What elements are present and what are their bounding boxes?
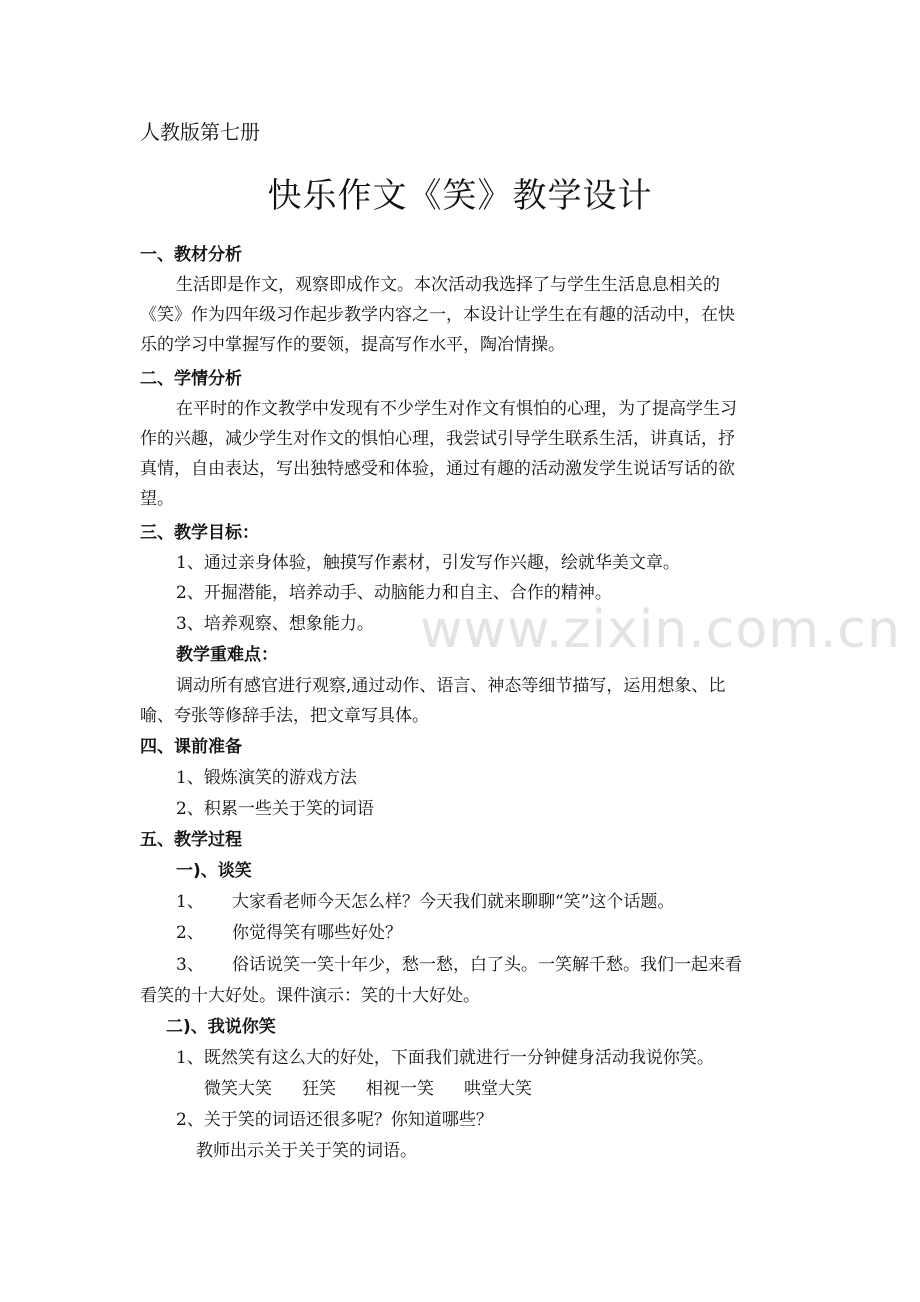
paragraph-line: 望。 [140, 489, 174, 509]
subsection-heading: 二)、我说你笑 [166, 1017, 276, 1037]
paragraph-line: 看笑的十大好处。课件演示：笑的十大好处。 [140, 986, 480, 1006]
section-heading: 一、教材分析 [140, 245, 242, 265]
section-heading: 四、课前准备 [140, 737, 242, 757]
section-heading: 三、教学目标： [140, 523, 259, 543]
item-number: 2、 [176, 923, 204, 943]
item-text: 你觉得笑有哪些好处？ [232, 923, 402, 943]
paragraph-line: 生活即是作文，观察即成作文。本次活动我选择了与学生生活息息相关的 [176, 275, 720, 295]
list-item [176, 887, 674, 917]
paragraph-line: 调动所有感官进行观察,通过动作、语言、神态等细节描写，运用想象、比 [176, 676, 726, 696]
list-item [176, 918, 402, 948]
list-item: 3、培养观察、想象能力。 [176, 614, 374, 634]
paragraph-line: 喻、夸张等修辞手法，把文章写具体。 [140, 706, 429, 726]
word-item: 相视一笑 [366, 1079, 434, 1099]
paragraph-line: 乐的学习中掌握写作的要领，提高写作水平，陶冶情操。 [140, 335, 565, 355]
list-item: 2、开掘潜能，培养动手、动脑能力和自主、合作的精神。 [176, 583, 612, 603]
list-item: 1、通过亲身体验，触摸写作素材，引发写作兴趣，绘就华美文章。 [176, 553, 680, 573]
watermark: www.zixin.com.cn [420, 600, 901, 660]
word-item: 哄堂大笑 [464, 1079, 532, 1099]
list-item [176, 950, 742, 980]
list-item: 2、关于笑的词语还很多呢？你知道哪些？ [176, 1110, 493, 1130]
word-list [204, 1074, 562, 1104]
word-item: 微笑大笑 [204, 1079, 272, 1099]
list-item: 2、积累一些关于笑的词语 [176, 799, 374, 819]
subsection-heading: 教学重难点： [176, 645, 278, 665]
item-text: 俗话说笑一笑十年少，愁一愁，白了头。一笑解千愁。我们一起来看 [232, 955, 742, 975]
section-heading: 五、教学过程 [140, 830, 242, 850]
paragraph-line: 在平时的作文教学中发现有不少学生对作文有惧怕的心理，为了提高学生习 [176, 399, 737, 419]
paragraph-line: 真情，自由表达，写出独特感受和体验，通过有趣的活动激发学生说话写话的欲 [140, 459, 735, 479]
subsection-heading: 一)、谈笑 [176, 861, 252, 881]
section-heading: 二、学情分析 [140, 369, 242, 389]
list-item: 1、锻炼演笑的游戏方法 [176, 768, 357, 788]
item-text: 大家看老师今天怎么样？今天我们就来聊聊“笑”这个话题。 [232, 892, 675, 912]
paragraph-line: 《笑》作为四年级习作起步教学内容之一，本设计让学生在有趣的活动中，在快 [140, 305, 735, 325]
list-item: 1、既然笑有这么大的好处，下面我们就进行一分钟健身活动我说你笑。 [176, 1048, 714, 1068]
paragraph-line: 作的兴趣，减少学生对作文的惧怕心理，我尝试引导学生联系生活，讲真话，抒 [140, 429, 735, 449]
page-title: 快乐作文《笑》教学设计 [267, 176, 653, 216]
word-item: 狂笑 [302, 1079, 336, 1099]
item-number: 1、 [176, 892, 204, 912]
paragraph-line: 教师出示关于关于笑的词语。 [196, 1141, 417, 1161]
series-label: 人教版第七册 [140, 120, 260, 144]
item-number: 3、 [176, 955, 204, 975]
